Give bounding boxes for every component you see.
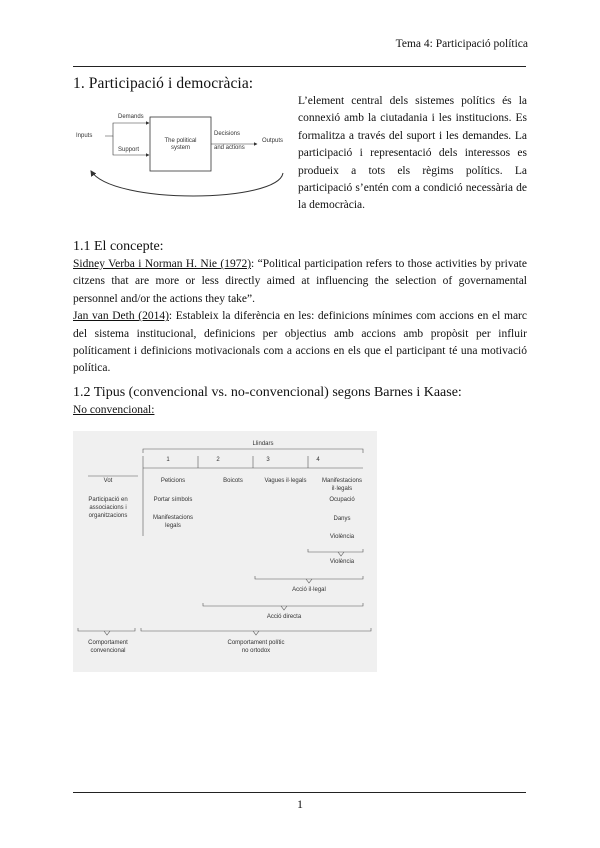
fig-noort-line-2: no ortodox — [241, 648, 271, 654]
fig-col-4-number: 4 — [316, 457, 320, 463]
fig-accio-directa: Acció directa — [266, 614, 302, 620]
fig-accio-illegal: Acció il·legal — [292, 587, 326, 593]
fig-participacio-line-2: associacions i — [89, 505, 127, 511]
fig-participacio-line-1: Participació en — [88, 497, 128, 503]
fig-conv-line-1: Comportament — [88, 640, 128, 646]
fig-col4-violencia: Violència — [329, 534, 355, 540]
demands-label: Demands — [118, 114, 144, 120]
fig-col1-legals: legals — [165, 523, 181, 529]
decisions-label-1: Decisions — [214, 131, 241, 137]
verba-reference: Sidney Verba i Norman H. Nie (1972) — [73, 258, 252, 270]
no-convencional-subtitle: No convencional: — [73, 404, 155, 416]
header-rule — [73, 66, 526, 67]
fig-col4-manifestacions — [311, 477, 373, 493]
section-1-paragraph: L’element central dels sistemes polítics és la connexió amb la ciutadania i les institucions. Es formalitza a través del suport i les demandes. La participació i representació dels interessos es produeix a tots els règims polítics. La participació s’entén com a condició necessària de la democràcia. — [298, 95, 527, 212]
definitions-block — [73, 256, 527, 378]
support-label: Support — [118, 147, 140, 153]
fig-comportament-no-ortodox — [206, 639, 306, 655]
political-system-diagram — [73, 103, 293, 215]
fig-col-3-number: 3 — [266, 457, 270, 463]
inputs-label: Inputs — [76, 133, 93, 139]
fig-col4-danys: Danys — [333, 516, 351, 522]
fig-col4-manifestacions-line-2: il·legals — [331, 486, 353, 492]
fig-noort-line-1: Comportament polític — [227, 640, 285, 646]
page-number: 1 — [297, 797, 303, 811]
fig-comportament-convencional — [73, 639, 143, 655]
fig-col1-peticions: Peticions — [160, 478, 186, 484]
deth-reference: Jan van Deth (2014) — [73, 310, 169, 323]
fig-header: Llindars — [252, 441, 274, 447]
system-box-label-2: system — [170, 145, 190, 151]
section-1-1-title: 1.1 El concepte: — [73, 239, 164, 254]
fig-col1-manifestacions: Manifestacions — [152, 515, 194, 521]
participation-typology-figure — [73, 431, 377, 672]
section-1-2-title: 1.2 Tipus (convencional vs. no-convencional) segons Barnes i Kaase: — [73, 385, 462, 400]
fig-col4-ocupacio: Ocupació — [329, 497, 355, 503]
running-header: Tema 4: Participació política — [395, 38, 528, 50]
fig-conv-line-2: convencional — [90, 648, 126, 654]
fig-violencia-bracket-label: Violència — [329, 559, 355, 565]
fig-vot: Vot — [103, 478, 113, 484]
fig-participacio — [78, 496, 138, 520]
fig-participacio-line-3: organitzacions — [88, 513, 128, 519]
fig-col1-portar-simbols: Portar símbols — [153, 497, 193, 503]
system-box-label-1: The political — [164, 138, 197, 144]
fig-col4-manifestacions-line-1: Manifestacions — [321, 478, 363, 484]
fig-col2-boicots: Boicots — [223, 478, 243, 484]
decisions-label-2: and actions — [214, 145, 245, 151]
deth-text: : Estableix la diferència en les: definicions mínimes com accions en el marc del sistema institucional, definicions per objectius amb accions amb propòsit per influir políticament i definicions motivacionals com a accions en els que el participant té una motivació política. — [73, 310, 527, 375]
outputs-label: Outputs — [262, 138, 284, 144]
section-1-title: 1. Participació i democràcia: — [73, 75, 254, 92]
verba-quote: : “Political participation refers to those activities by private citzens that are more or less directly aimed at influencing the selection of governamental personnel and/or the actions they take”. — [73, 258, 527, 305]
fig-col-1-number: 1 — [166, 457, 170, 463]
footer-rule — [73, 792, 526, 793]
fig-col-2-number: 2 — [216, 457, 220, 463]
figure-lines — [73, 431, 377, 672]
diagram-lines — [73, 103, 293, 215]
fig-col3-vagues: Vagues il·legals — [264, 478, 307, 484]
